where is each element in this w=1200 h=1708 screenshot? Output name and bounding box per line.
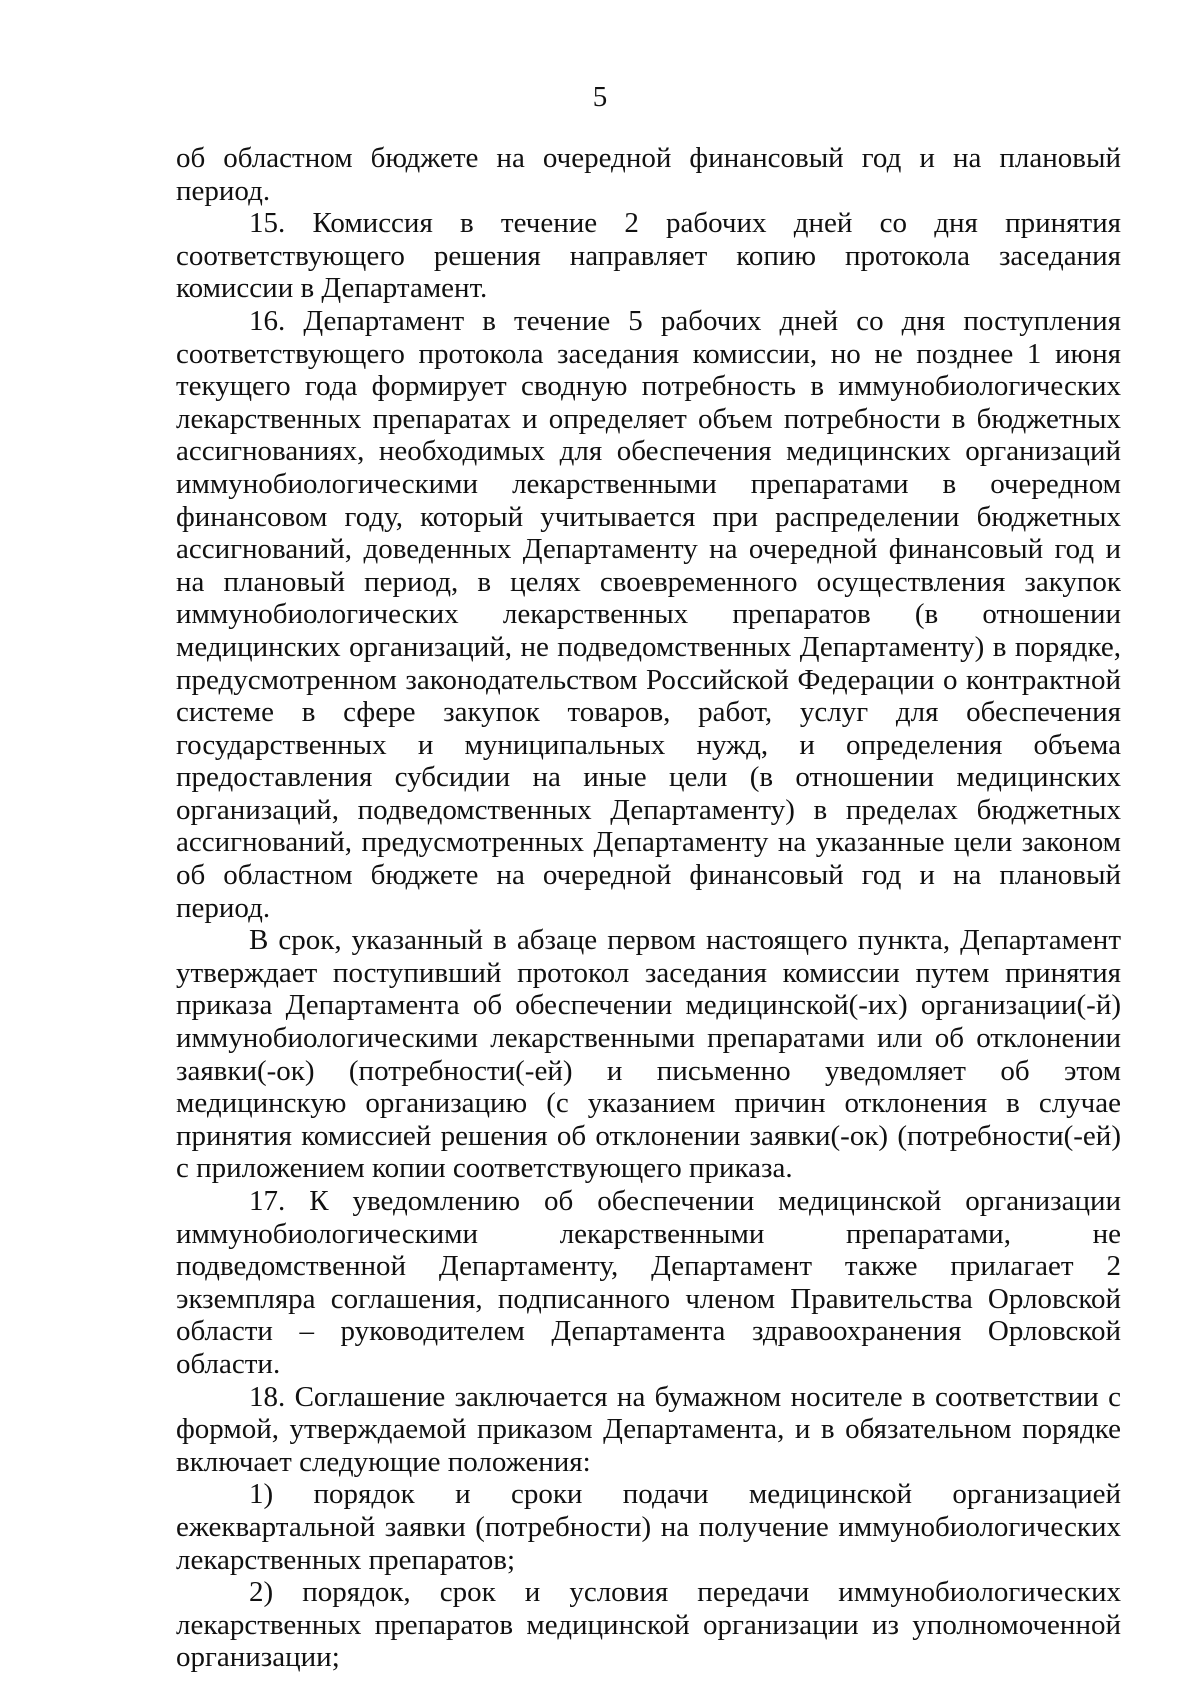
document-body <box>176 142 1121 1674</box>
paragraph-item-18: 18. Соглашение заключается на бумажном носителе в соответствии с формой, утверждаемой приказом Департамента, и в обязательном порядке включает следующие положения: <box>176 1380 1121 1478</box>
paragraph-subitem-2: 2) порядок, срок и условия передачи иммунобиологических лекарственных препаратов медицинской организации из уполномоченной организации; <box>176 1576 1121 1674</box>
paragraph-item-15: 15. Комиссия в течение 2 рабочих дней со дня принятия соответствующего решения направляет копию протокола заседания комиссии в Департамент. <box>176 207 1121 305</box>
paragraph-item-17: 17. К уведомлению об обеспечении медицинской организации иммунобиологическими лекарственными препаратами, не подведомственной Департаменту, Департамент также прилагает 2 экземпляра соглашения, подписанного членом Правительства Орловской области – руководителем Департамента здравоохранения Орловской области. <box>176 1185 1121 1380</box>
paragraph-item-16: 16. Департамент в течение 5 рабочих дней со дня поступления соответствующего протокола заседания комиссии, но не позднее 1 июня текущего года формирует сводную потребность в иммунобиологических лекарственных препаратах и определяет объем потребности в бюджетных ассигнованиях, необходимых для обеспечения медицинских организаций иммунобиологическими лекарственными препаратами в очередном финансовом году, который учитывается при распределении бюджетных ассигнований, доведенных Департаменту на очередной финансовый год и на плановый период, в целях своевременного осуществления закупок иммунобиологических лекарственных препаратов (в отношении медицинских организаций, не подведомственных Департаменту) в порядке, предусмотренном законодательством Российской Федерации о контрактной системе в сфере закупок товаров, работ, услуг для обеспечения государственных и муниципальных нужд, и определения объема предоставления субсидии на иные цели (в отношении медицинских организаций, подведомственных Департаменту) в пределах бюджетных ассигнований, предусмотренных Департаменту на указанные цели законом об областном бюджете на очередной финансовый год и на плановый период. <box>176 304 1121 924</box>
page-number: 5 <box>592 81 608 113</box>
paragraph-item-16-approval: В срок, указанный в абзаце первом настоящего пункта, Департамент утверждает поступивший протокол заседания комиссии путем принятия приказа Департамента об обеспечении медицинской(-их) организации(-й) иммунобиологическими лекарственными препаратами или об отклонении заявки(-ок) (потребности(-ей) и письменно уведомляет об этом медицинскую организацию (с указанием причин отклонения в случае принятия комиссией решения об отклонении заявки(-ок) (потребности(-ей) с приложением копии соответствующего приказа. <box>176 924 1121 1185</box>
paragraph-budget-tail: об областном бюджете на очередной финансовый год и на плановый период. <box>176 142 1121 207</box>
paragraph-subitem-1: 1) порядок и сроки подачи медицинской организацией ежеквартальной заявки (потребности) на получение иммунобиологических лекарственных препаратов; <box>176 1478 1121 1576</box>
